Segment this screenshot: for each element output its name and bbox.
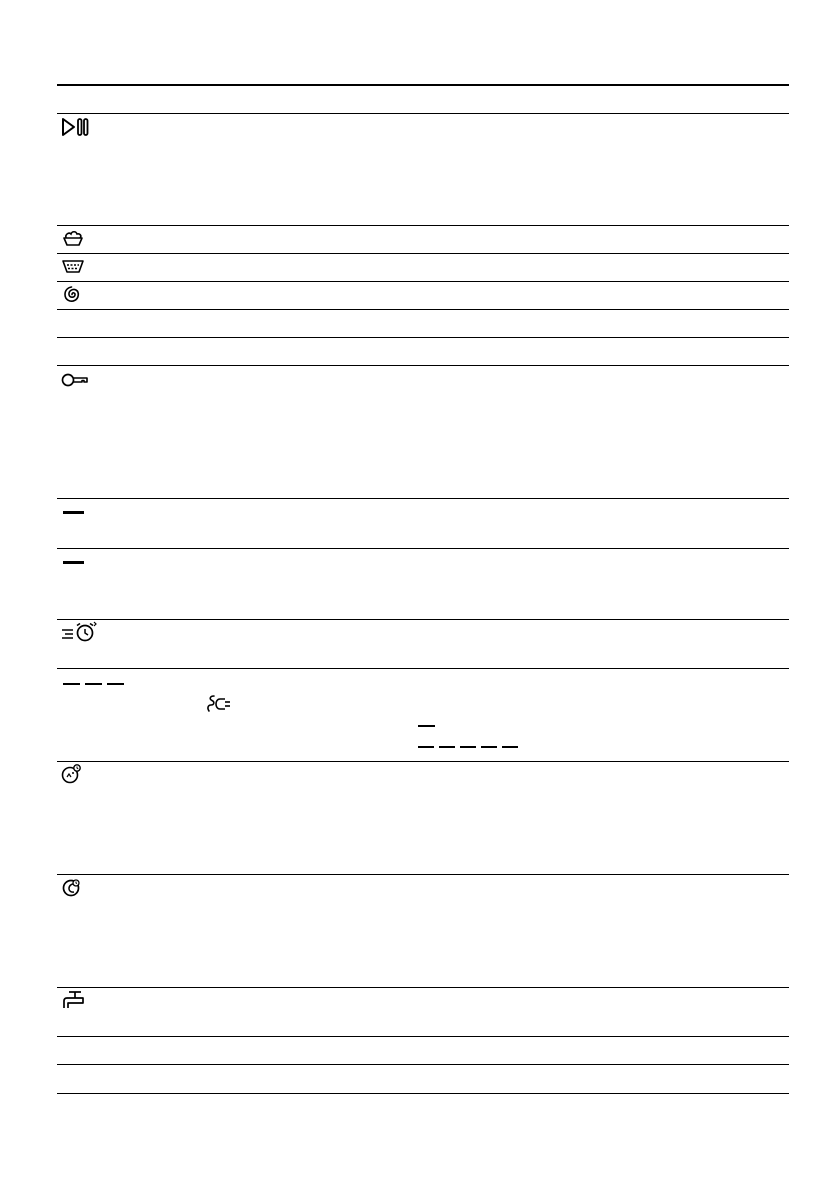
play-pause-icon <box>61 117 91 137</box>
dash-segment <box>107 683 124 685</box>
row-divider <box>57 1036 789 1037</box>
dash-segment <box>85 683 102 685</box>
row-divider <box>57 281 789 282</box>
dash-segment <box>460 746 476 748</box>
wash-basin-icon <box>62 258 84 274</box>
single-dash-icon <box>418 725 435 727</box>
row-divider <box>57 761 789 762</box>
dash-segment <box>502 746 518 748</box>
dash-segment <box>481 746 497 748</box>
row-divider <box>57 619 789 620</box>
dash-segment <box>439 746 455 748</box>
table-bottom-rule <box>57 1093 789 1094</box>
table-top-rule <box>57 84 789 86</box>
table-header-rule <box>57 113 789 114</box>
row-divider <box>57 309 789 310</box>
row-divider <box>57 987 789 988</box>
key-childlock-icon <box>61 371 89 389</box>
spin-icon <box>63 285 81 303</box>
water-tap-icon <box>61 990 85 1010</box>
row-divider <box>57 337 789 338</box>
speed-timer-icon <box>61 621 99 643</box>
row-divider <box>57 1064 789 1065</box>
prewash-basin-icon <box>62 229 84 247</box>
row-divider <box>57 874 789 875</box>
row-divider <box>57 365 789 366</box>
row-divider <box>57 548 789 549</box>
drum-clean-icon <box>61 764 83 784</box>
dash-segment <box>63 683 80 685</box>
dash-indicator-icon <box>63 511 84 514</box>
row-divider <box>57 253 789 254</box>
dash-segment <box>418 746 434 748</box>
plug-icon <box>206 694 232 714</box>
half-load-icon <box>62 878 82 898</box>
dash-indicator-icon <box>63 561 84 564</box>
row-divider <box>57 225 789 226</box>
row-divider <box>57 668 789 669</box>
row-divider <box>57 498 789 499</box>
